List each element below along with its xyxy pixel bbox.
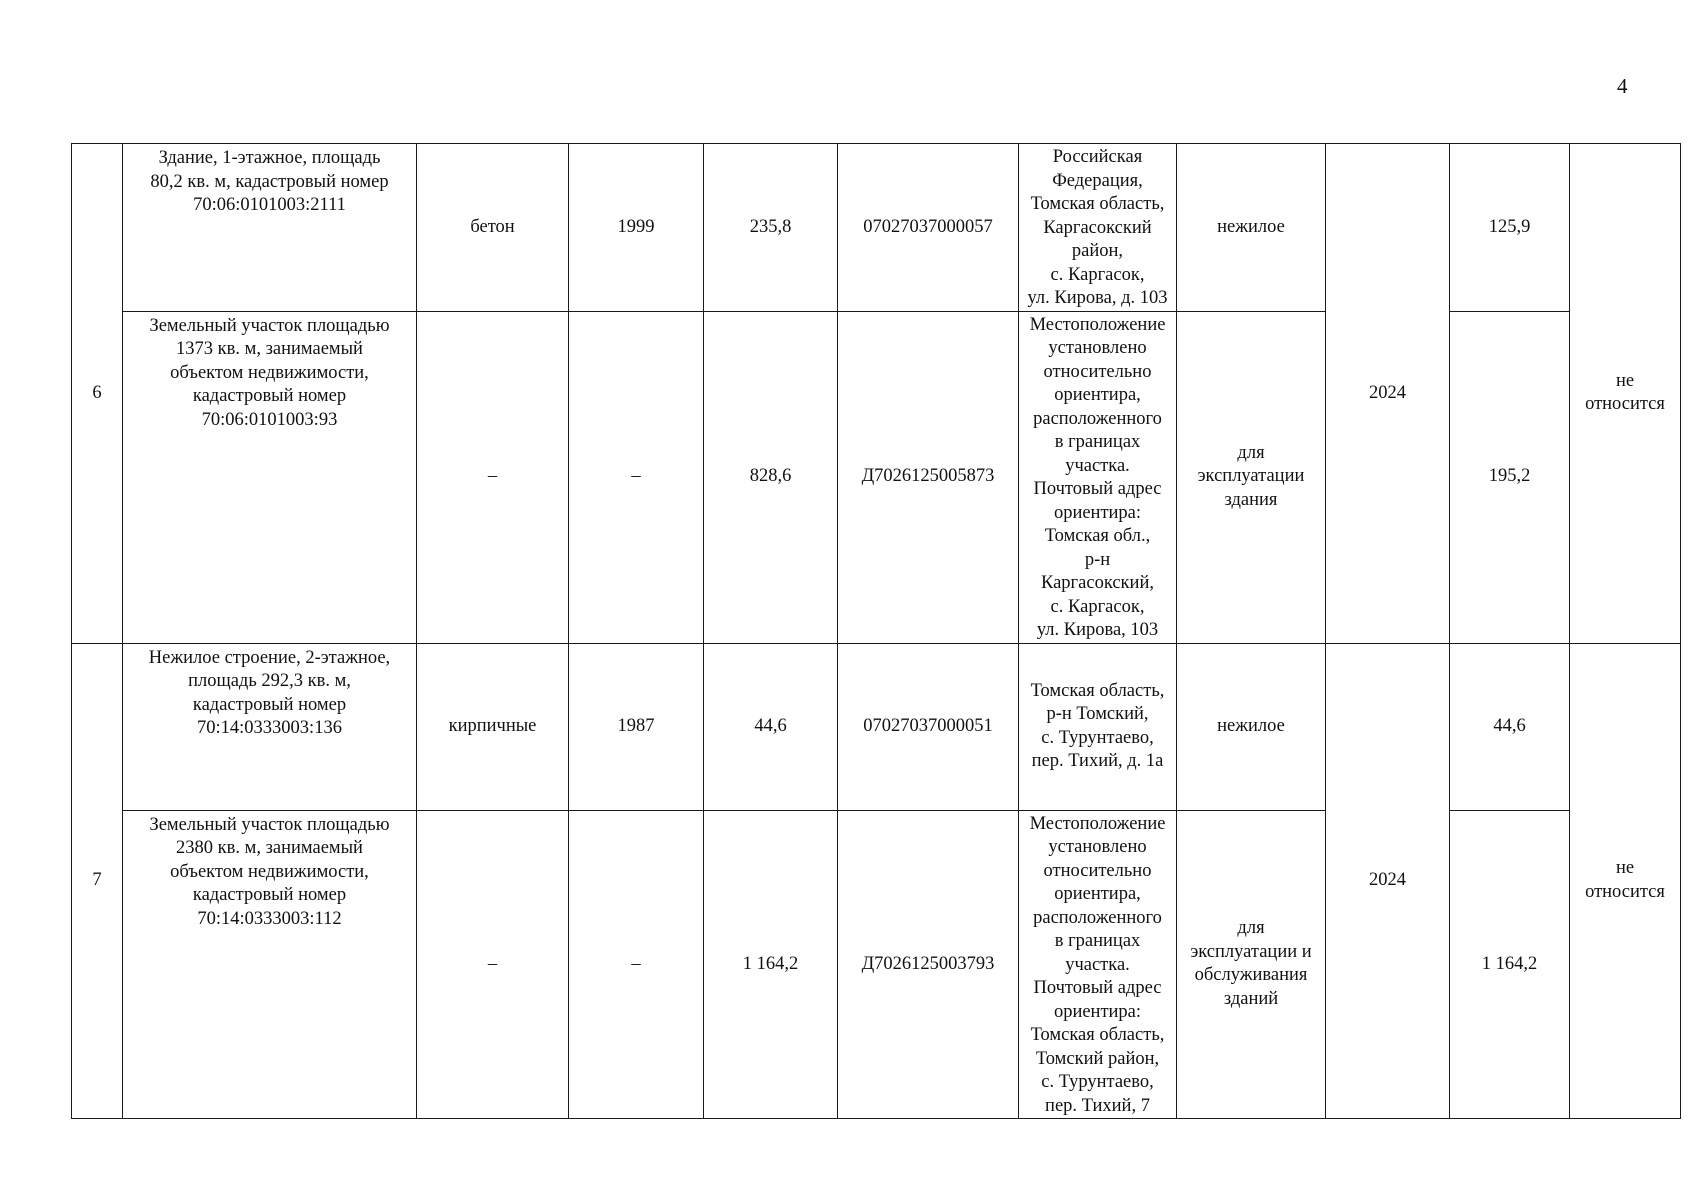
object-value: 44,6: [704, 643, 838, 810]
wall-material: –: [417, 810, 569, 1119]
wall-material: –: [417, 311, 569, 643]
object-purpose: нежилое: [1177, 643, 1326, 810]
relation-cell: не относится: [1570, 643, 1681, 1119]
object-value: 1 164,2: [704, 810, 838, 1119]
object-description: Нежилое строение, 2-этажное, площадь 292,3 кв. м, кадастровый номер 70:14:0333003:136: [123, 643, 417, 810]
table-row: [72, 144, 1681, 312]
object-value: 828,6: [704, 311, 838, 643]
object-code: Д7026125005873: [838, 311, 1019, 643]
object-purpose: для эксплуатации здания: [1177, 311, 1326, 643]
relation-cell: не относится: [1570, 144, 1681, 644]
wall-material: бетон: [417, 144, 569, 312]
group-number: 7: [72, 643, 123, 1119]
object-address: Местоположение установлено относительно ориентира, расположенного в границах участка. Почтовый адрес ориентира: Томская область, Томский район, с. Турунтаево, пер. Тихий, 7: [1019, 810, 1177, 1119]
object-purpose: нежилое: [1177, 144, 1326, 312]
object-description: Земельный участок площадью 1373 кв. м, занимаемый объектом недвижимости, кадастровый номер 70:06:0101003:93: [123, 311, 417, 643]
property-table: [71, 143, 1681, 1119]
year-cell: 2024: [1326, 643, 1450, 1119]
object-code: Д7026125003793: [838, 810, 1019, 1119]
object-code: 07027037000057: [838, 144, 1019, 312]
area-value: 195,2: [1450, 311, 1570, 643]
object-purpose: для эксплуатации и обслуживания зданий: [1177, 810, 1326, 1119]
construction-year: 1987: [569, 643, 704, 810]
object-address: Томская область, р-н Томский, с. Турунтаево, пер. Тихий, д. 1а: [1019, 643, 1177, 810]
object-address: Местоположение установлено относительно ориентира, расположенного в границах участка. Почтовый адрес ориентира: Томская обл., р-н Каргасокский, с. Каргасок, ул. Кирова, 103: [1019, 311, 1177, 643]
year-cell: 2024: [1326, 144, 1450, 644]
object-description: Здание, 1-этажное, площадь 80,2 кв. м, кадастровый номер 70:06:0101003:2111: [123, 144, 417, 312]
construction-year: 1999: [569, 144, 704, 312]
object-code: 07027037000051: [838, 643, 1019, 810]
area-value: 44,6: [1450, 643, 1570, 810]
area-value: 125,9: [1450, 144, 1570, 312]
object-description: Земельный участок площадью 2380 кв. м, занимаемый объектом недвижимости, кадастровый номер 70:14:0333003:112: [123, 810, 417, 1119]
table-row: [72, 643, 1681, 810]
group-number: 6: [72, 144, 123, 644]
object-value: 235,8: [704, 144, 838, 312]
object-address: Российская Федерация, Томская область, Каргасокский район, с. Каргасок, ул. Кирова, д. 103: [1019, 144, 1177, 312]
construction-year: –: [569, 810, 704, 1119]
construction-year: –: [569, 311, 704, 643]
area-value: 1 164,2: [1450, 810, 1570, 1119]
page-number: 4: [1617, 74, 1628, 98]
wall-material: кирпичные: [417, 643, 569, 810]
